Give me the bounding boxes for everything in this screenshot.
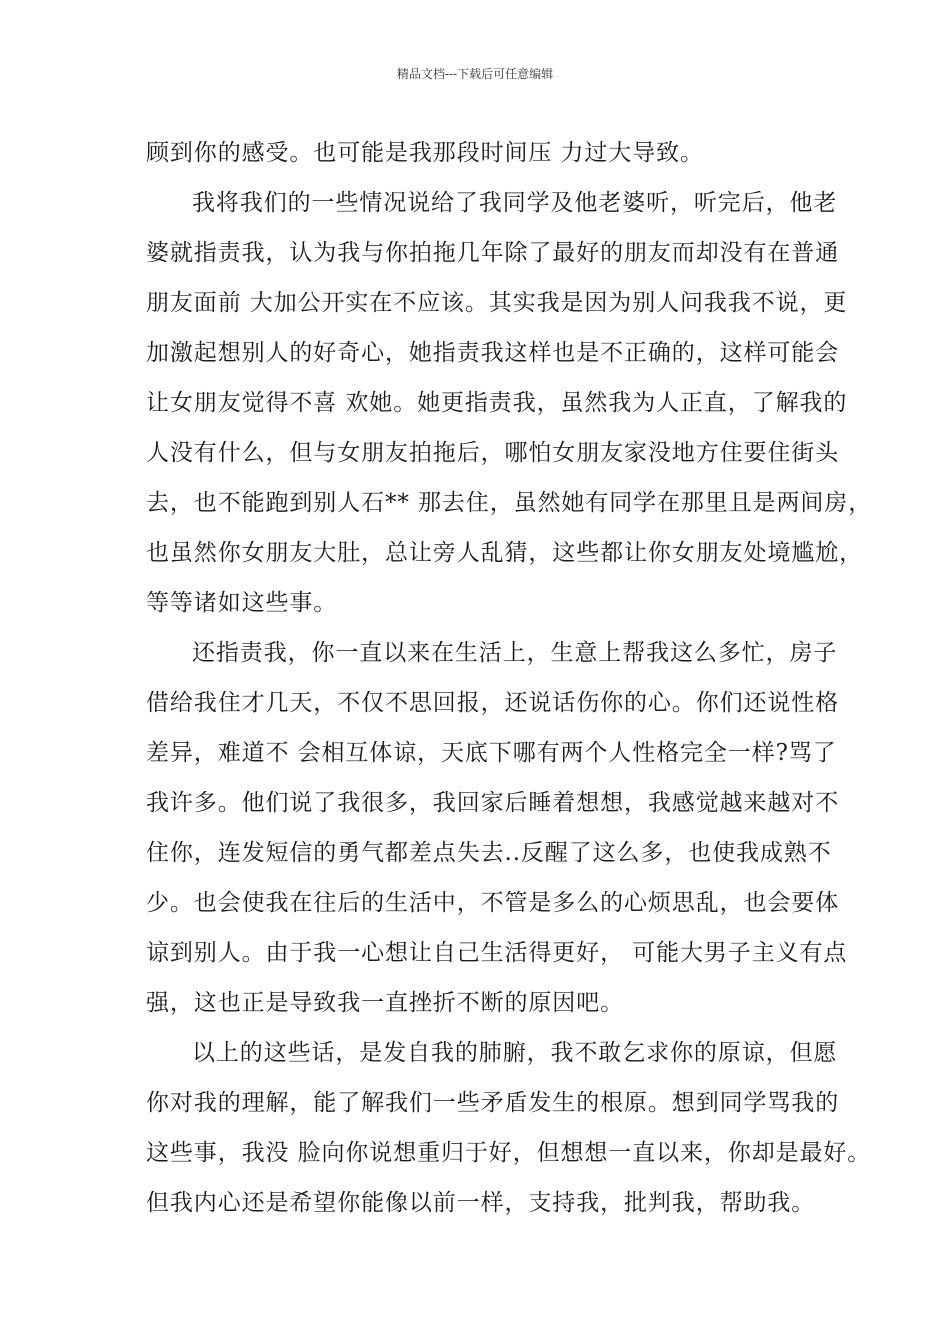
text-line: 这些事，我没 脸向你说想重归于好，但想想一直以来，你却是最好。 (146, 1140, 872, 1166)
text-line: 借给我住才几天，不仅不思回报，还说话伤你的心。你们还说性格 (146, 690, 840, 716)
text-line: 人没有什么，但与女朋友拍拖后，哪怕女朋友家没地方住要住街头 (146, 440, 840, 466)
paragraph (146, 178, 873, 628)
text-line: 加激起想别人的好奇心，她指责我这样也是不正确的，这样可能会 (146, 340, 840, 366)
text-line: 顾到你的感受。也可能是我那段时间压 力过大导致。 (146, 140, 704, 166)
text-line: 去，也不能跑到别人石** 那去住，虽然她有同学在那里且是两间房， (146, 490, 873, 516)
document-body (146, 128, 873, 1228)
paragraph (146, 128, 826, 178)
page-header: 精品文档---下载后可任意编辑 (396, 67, 554, 81)
text-line: 谅到别人。由于我一心想让自己生活得更好， 可能大男子主义有点 (146, 940, 848, 966)
text-line: 朋友面前 大加公开实在不应该。其实我是因为别人问我我不说，更 (146, 290, 848, 316)
text-line: 婆就指责我，认为我与你拍拖几年除了最好的朋友而却没有在普通 (146, 240, 840, 266)
text-line: 以上的这些话，是发自我的肺腑，我不敢乞求你的原谅，但愿 (192, 1040, 838, 1066)
text-line: 也虽然你女朋友大肚，总让旁人乱猜，这些都让你女朋友处境尴尬， (146, 540, 863, 566)
text-line: 但我内心还是希望你能像以前一样，支持我，批判我，帮助我。 (146, 1190, 816, 1216)
text-line: 还指责我，你一直以来在生活上，生意上帮我这么多忙，房子 (192, 640, 838, 666)
text-line: 我将我们的一些情况说给了我同学及他老婆听，听完后，他老 (192, 190, 838, 216)
text-line: 等等诸如这些事。 (146, 590, 338, 616)
paragraph (146, 1028, 872, 1228)
text-line: 差异，难道不 会相互体谅，天底下哪有两个人性格完全一样?骂了 (146, 740, 837, 766)
text-line: 少。也会使我在往后的生活中，不管是多么的心烦思乱，也会要体 (146, 890, 840, 916)
text-line: 强，这也正是导致我一直挫折不断的原因吧。 (146, 990, 624, 1016)
text-line: 住你，连发短信的勇气都差点失去..反醒了这么多，也使我成熟不 (146, 840, 832, 866)
text-line: 让女朋友觉得不喜 欢她。她更指责我，虽然我为人正直，了解我的 (146, 390, 848, 416)
text-line: 你对我的理解，能了解我们一些矛盾发生的根原。想到同学骂我的 (146, 1090, 840, 1116)
paragraph (146, 628, 848, 1028)
text-line: 我许多。他们说了我很多，我回家后睡着想想，我感觉越来越对不 (146, 790, 840, 816)
